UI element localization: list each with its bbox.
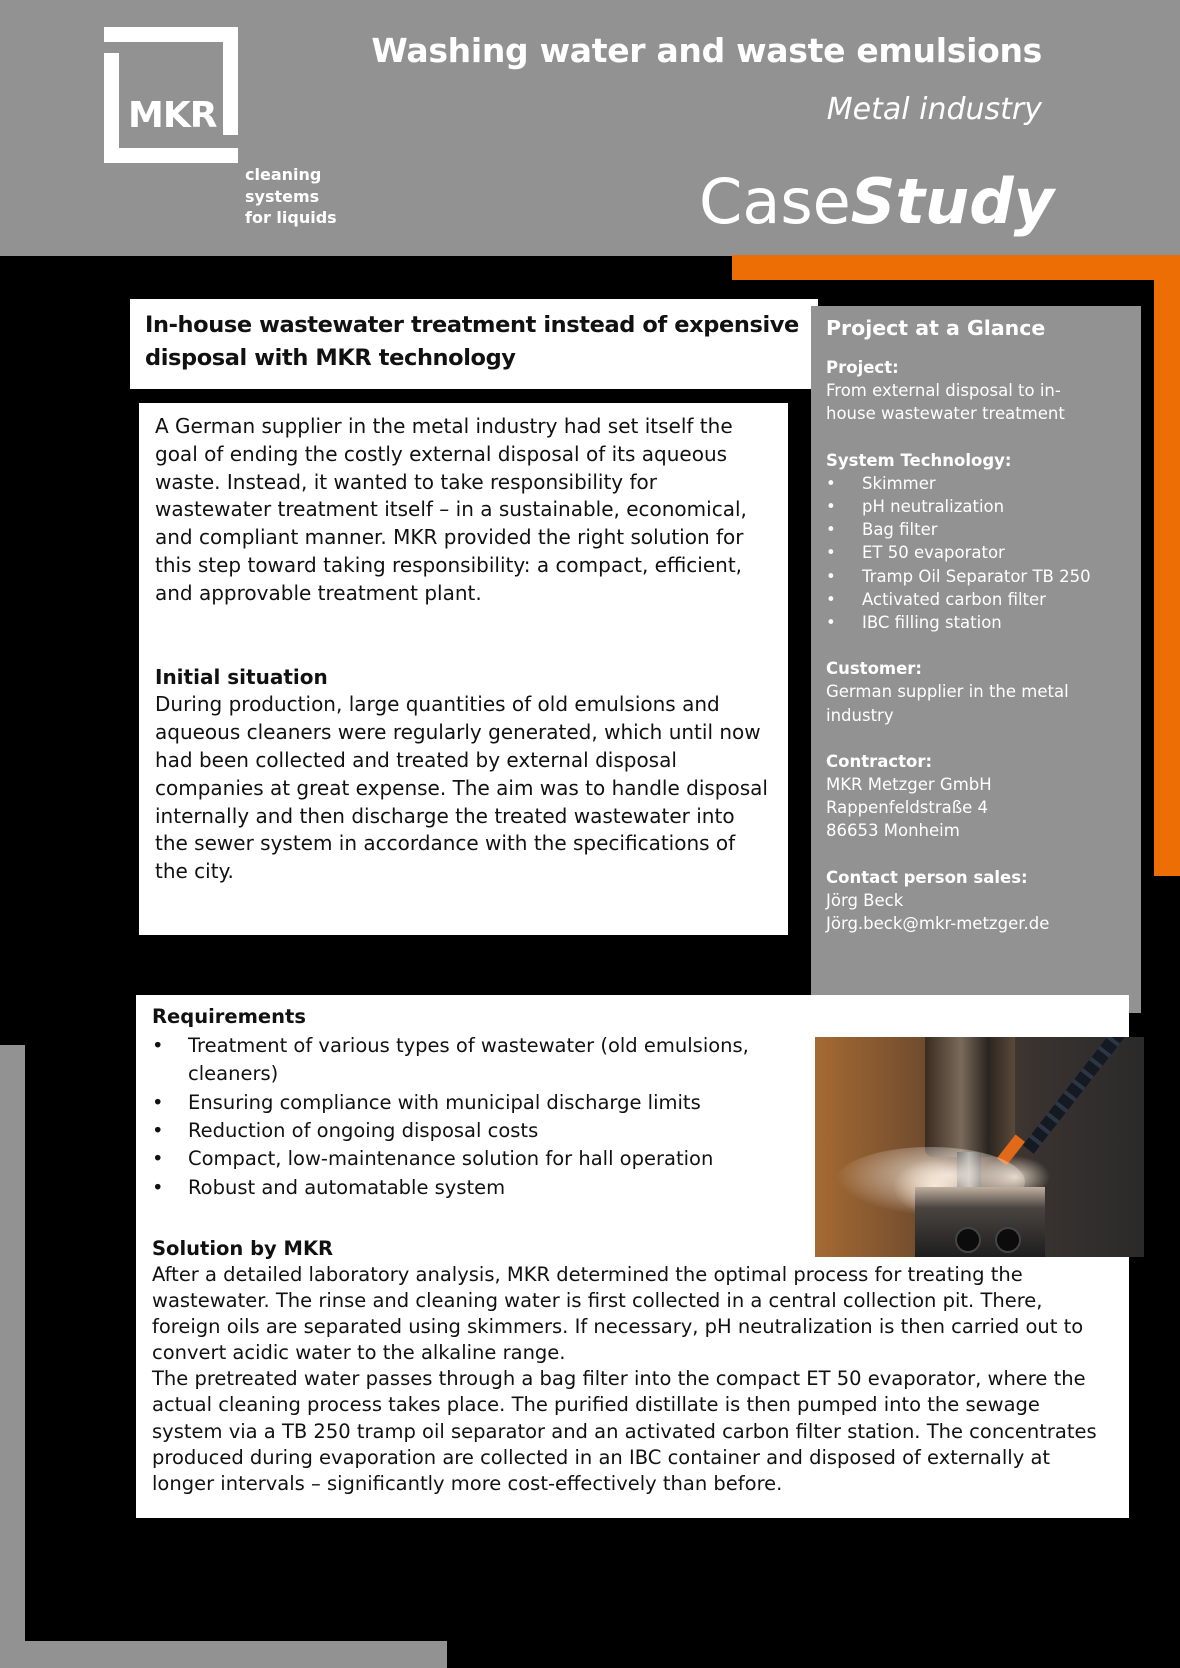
initial-situation-text: During production, large quantities of old emulsions and aqueous cleaners were regularly generated, which until now had been collected and treated by external disposal companies at great expense. The aim was to handle disposal internally and then discharge the treated wastewater into the sewer system in accordance with the specifications of the city. [155, 692, 768, 884]
project-at-a-glance-panel [811, 306, 1141, 1013]
logo-tagline [245, 164, 337, 229]
orange-accent-bar [732, 255, 1180, 280]
list-item: • ET 50 evaporator [826, 541, 1141, 564]
system-technology-label: System Technology: [826, 450, 1012, 470]
list-item: • IBC filling station [826, 611, 1141, 634]
contact-email-link[interactable]: Jörg.beck@mkr-metzger.de [826, 914, 1050, 934]
solution-paragraph-2: The pretreated water passes through a bag filter into the compact ET 50 evaporator, where the actual cleaning process takes place. The purified distillate is then pumped into the sewage system via a TB 250 tramp oil separator and an activated carbon filter station. The concentrates produced during evaporation are collected in an IBC container and disposed of externally at longer intervals – significantly more cost-effectively than before. [152, 1367, 1097, 1495]
requirements-list [152, 1032, 772, 1202]
tagline-line: for liquids [245, 208, 337, 227]
intro-panel [139, 403, 788, 935]
hole-shape [955, 1227, 981, 1253]
list-item: • Ensuring compliance with municipal discharge limits [152, 1089, 772, 1117]
list-item: • Bag filter [826, 518, 1141, 541]
document-title: Washing water and waste emulsions [371, 31, 1042, 70]
list-item: • Activated carbon filter [826, 588, 1141, 611]
list-item: • Compact, low-maintenance solution for hall operation [152, 1145, 772, 1173]
document-subtitle: Metal industry [826, 92, 1042, 127]
coolant-hose-shape [1023, 1037, 1126, 1154]
contractor-name: MKR Metzger GmbH [826, 775, 992, 795]
workpiece-shape [915, 1187, 1045, 1257]
list-item: • Treatment of various types of wastewater (old emulsions, cleaners) [152, 1032, 772, 1089]
contact-name: Jörg Beck [826, 890, 904, 910]
gray-accent-strip [0, 1045, 25, 1668]
solution-heading: Solution by MKR [152, 1236, 334, 1260]
contractor-label: Contractor: [826, 751, 933, 771]
project-label: Project: [826, 358, 899, 377]
cnc-milling-photo [815, 1037, 1144, 1257]
headline: In-house wastewater treatment instead of expensive disposal with MKR technology [145, 312, 799, 371]
contractor-street: Rappenfeldstraße 4 [826, 798, 989, 818]
list-item: • Robust and automatable system [152, 1174, 772, 1202]
case-study-bold: Study [850, 165, 1054, 238]
list-item: • pH neutralization [826, 495, 1141, 518]
system-technology-list [826, 472, 1141, 634]
customer-value: German supplier in the metal industry [826, 682, 1069, 725]
gray-accent-bottom-bar [0, 1641, 447, 1668]
initial-situation-heading: Initial situation [155, 664, 328, 689]
case-study-light: Case [699, 165, 851, 238]
glance-title: Project at a Glance [826, 316, 1046, 340]
tagline-line: systems [245, 186, 320, 206]
customer-label: Customer: [826, 659, 923, 679]
hole-shape [995, 1227, 1021, 1253]
list-item: • Tramp Oil Separator TB 250 [826, 565, 1141, 588]
intro-paragraph: A German supplier in the metal industry had set itself the goal of ending the costly external disposal of its aqueous waste. Instead, it wanted to take responsibility for wastewater treatment itself – in a sustainable, economical, and compliant manner. MKR provided the right solution for this step toward taking responsibility: a compact, efficient, and approvable treatment plant. [155, 414, 747, 605]
tagline-line: cleaning [245, 165, 322, 184]
requirements-heading: Requirements [152, 1005, 306, 1028]
contractor-city: 86653 Monheim [826, 821, 960, 841]
spindle-shape [925, 1037, 1015, 1157]
orange-accent-vertical [1154, 255, 1180, 876]
headline-box [130, 299, 818, 389]
contact-label: Contact person sales: [826, 867, 1028, 887]
logo-wordmark: MKR [128, 95, 217, 136]
list-item: • Skimmer [826, 472, 1141, 495]
case-study-label [699, 166, 1054, 238]
project-value: From external disposal to in-house wastewater treatment [826, 381, 1065, 424]
list-item: • Reduction of ongoing disposal costs [152, 1117, 772, 1145]
solution-paragraph-1: After a detailed laboratory analysis, MKR determined the optimal process for treating the wastewater. The rinse and cleaning water is first collected in a central collection pit. There, foreign oils are separated using skimmers. If necessary, pH neutralization is then carried out to convert acidic water to the alkaline range. [152, 1262, 1084, 1365]
